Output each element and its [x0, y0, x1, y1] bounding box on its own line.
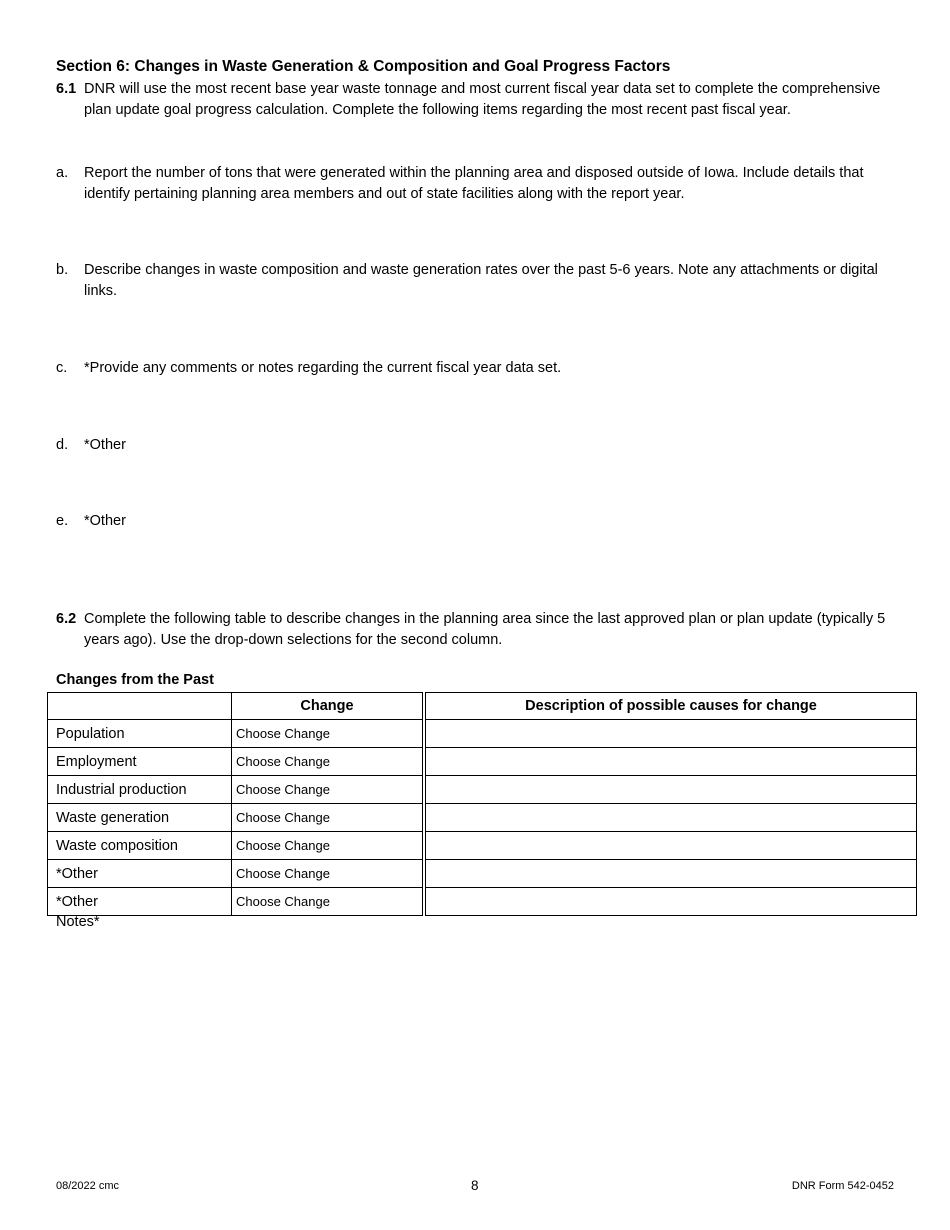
table-row: [47, 776, 917, 804]
item-6-2: [56, 609, 901, 651]
item-e-letter: e.: [56, 513, 69, 529]
table-row: [47, 860, 917, 888]
item-c-text: *Provide any comments or notes regarding the current fiscal year data set.: [84, 360, 562, 376]
item-a-letter: a.: [56, 165, 69, 181]
item-a-text: Report the number of tons that were generated within the planning area and disposed outside of Iowa. Include details that identify pertaining planning area members and out of state facilities along with the report year.: [84, 165, 864, 202]
item-d-letter: d.: [56, 437, 69, 453]
row-label: Population: [47, 720, 231, 748]
item-b-text: Describe changes in waste composition and waste generation rates over the past 5-6 years. Note any attachments or digital links.: [84, 262, 878, 299]
description-field[interactable]: [425, 748, 917, 776]
row-label: *Other: [47, 860, 231, 888]
section-title: Section 6: Changes in Waste Generation & Composition and Goal Progress Factors: [56, 58, 671, 75]
page-number: 8: [471, 1178, 479, 1193]
footer-date: 08/2022 cmc: [56, 1180, 119, 1192]
item-6-1-text: DNR will use the most recent base year waste tonnage and most current fiscal year data set to complete the comprehensive plan update goal progress calculation. Complete the following items regarding the most recent past fiscal year.: [84, 81, 881, 118]
table-row: [47, 748, 917, 776]
description-field[interactable]: [425, 860, 917, 888]
item-e[interactable]: [56, 511, 901, 532]
item-e-text: *Other: [84, 513, 126, 529]
table-row: [47, 832, 917, 860]
change-dropdown[interactable]: Choose Change: [231, 748, 423, 776]
item-6-2-text: Complete the following table to describe changes in the planning area since the last approved plan or plan update (typically 5 years ago). Use the drop-down selections for the second column.: [84, 611, 886, 648]
item-6-2-number: 6.2: [56, 611, 77, 627]
item-a[interactable]: [56, 163, 901, 205]
table-row: [47, 888, 917, 916]
description-field[interactable]: [425, 776, 917, 804]
change-dropdown[interactable]: Choose Change: [231, 776, 423, 804]
change-dropdown[interactable]: Choose Change: [231, 888, 423, 916]
notes-label: Notes*: [56, 914, 100, 930]
item-6-1-number: 6.1: [56, 81, 77, 97]
header-description: Description of possible causes for change: [425, 692, 917, 720]
change-dropdown[interactable]: Choose Change: [231, 720, 423, 748]
row-label: Industrial production: [47, 776, 231, 804]
item-b[interactable]: [56, 260, 901, 302]
item-d[interactable]: [56, 435, 901, 456]
header-change: Change: [231, 692, 423, 720]
table-caption: Changes from the Past: [56, 672, 214, 688]
change-dropdown[interactable]: Choose Change: [231, 860, 423, 888]
description-field[interactable]: [425, 720, 917, 748]
table-row: [47, 804, 917, 832]
change-dropdown[interactable]: Choose Change: [231, 832, 423, 860]
row-label: Waste composition: [47, 832, 231, 860]
item-d-text: *Other: [84, 437, 126, 453]
description-field[interactable]: [425, 832, 917, 860]
item-c[interactable]: [56, 358, 901, 379]
row-label: *Other: [47, 888, 231, 916]
item-6-1: [56, 79, 901, 121]
item-c-letter: c.: [56, 360, 68, 376]
description-field[interactable]: [425, 888, 917, 916]
change-dropdown[interactable]: Choose Change: [231, 804, 423, 832]
table-header-row: [47, 692, 917, 720]
form-number: DNR Form 542-0452: [791, 1180, 894, 1192]
row-label: Employment: [47, 748, 231, 776]
table-row: [47, 720, 917, 748]
item-b-letter: b.: [56, 262, 69, 278]
changes-table: [47, 692, 917, 916]
header-label-cell: [47, 692, 231, 720]
description-field[interactable]: [425, 804, 917, 832]
row-label: Waste generation: [47, 804, 231, 832]
